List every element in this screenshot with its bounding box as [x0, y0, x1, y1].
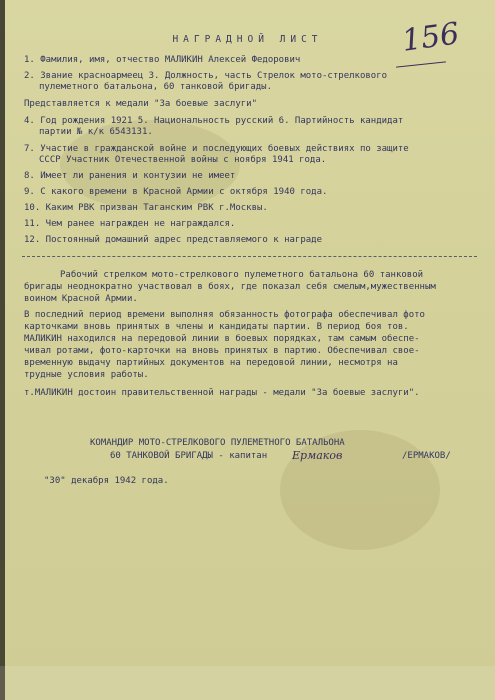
citation-line: карточками вновь принятых в члены и кандидаты партии. В период боя тов. [24, 322, 409, 332]
commander-name: /ЕРМАКОВ/ [402, 451, 451, 461]
citation-line: воином Красной Армии. [24, 294, 138, 304]
field-previous-awards: 11. Чем ранее награжден не награждался. [24, 219, 236, 229]
field-wounds: 8. Имеет ли ранения и контузии не имеет [24, 171, 236, 181]
citation-line: В последний период времени выполняя обязанность фотографа обеспечивал фото [24, 310, 425, 320]
field-unit-cont: пулеметного батальона, 60 танковой бригады. [39, 82, 272, 92]
field-rank-position: 2. Звание красноармеец 3. Должность, часть Стрелок мото-стрелкового [24, 71, 388, 81]
scan-edge [0, 0, 5, 700]
document-title: НАГРАДНОЙ ЛИСТ [172, 34, 323, 45]
commander-signature: Ермаков [292, 449, 343, 462]
paper-bottom-edge [0, 666, 495, 700]
field-army-since: 9. С какого времени в Красной Армии с октября 1940 года. [24, 187, 328, 197]
field-drafted-by: 10. Каким РВК призван Таганским РВК г.Москвы. [24, 203, 268, 213]
citation-line: трудные условия работы. [24, 370, 149, 380]
citation-line: Рабочий стрелком мото-стрелкового пулеметного батальона 60 танковой [60, 270, 424, 280]
citation-line: временную выдачу партийных документов на передовой линии, несмотря на [24, 358, 398, 368]
document-date: "30" декабря 1942 года. [44, 476, 169, 486]
field-war-participation-cont: СССР Участник Отечественной войны с ноября 1941 года. [39, 155, 327, 165]
commander-title: КОМАНДИР МОТО-СТРЕЛКОВОГО ПУЛЕМЕТНОГО БАТАЛЬОНА [90, 438, 345, 448]
field-home-address: 12. Постоянный домашний адрес представляемого к награде [24, 235, 323, 245]
field-award-nominated: Представляется к медали "За боевые заслуги" [24, 99, 257, 109]
citation-line: чивал ротами, фото-карточки на вновь принятых в партию. Обеспечивал свое- [24, 346, 420, 356]
citation-conclusion: т.МАЛИКИН достоин правительственной награды - медали "За боевые заслуги". [24, 388, 420, 398]
archive-number-underline [396, 61, 446, 67]
archive-number: 156 [399, 16, 462, 59]
field-war-participation: 7. Участие в гражданской войне и последующих боевых действиях по защите [24, 144, 409, 154]
field-birth-nationality: 4. Год рождения 1921 5. Национальность русский 6. Партийность кандидат [24, 116, 404, 126]
field-party-card: партии № к/к 6543131. [39, 127, 153, 137]
field-fullname: 1. Фамилия, имя, отчество МАЛИКИН Алексей Федорович [24, 55, 301, 65]
section-divider [22, 256, 477, 257]
citation-line: МАЛИКИН находился на передовой линии в боевых порядках, там самым обеспе- [24, 334, 420, 344]
citation-line: бригады неоднократно участвовал в боях, где показал себя смелым,мужественным [24, 282, 436, 292]
commander-unit-rank: 60 ТАНКОВОЙ БРИГАДЫ - капитан [110, 451, 268, 461]
